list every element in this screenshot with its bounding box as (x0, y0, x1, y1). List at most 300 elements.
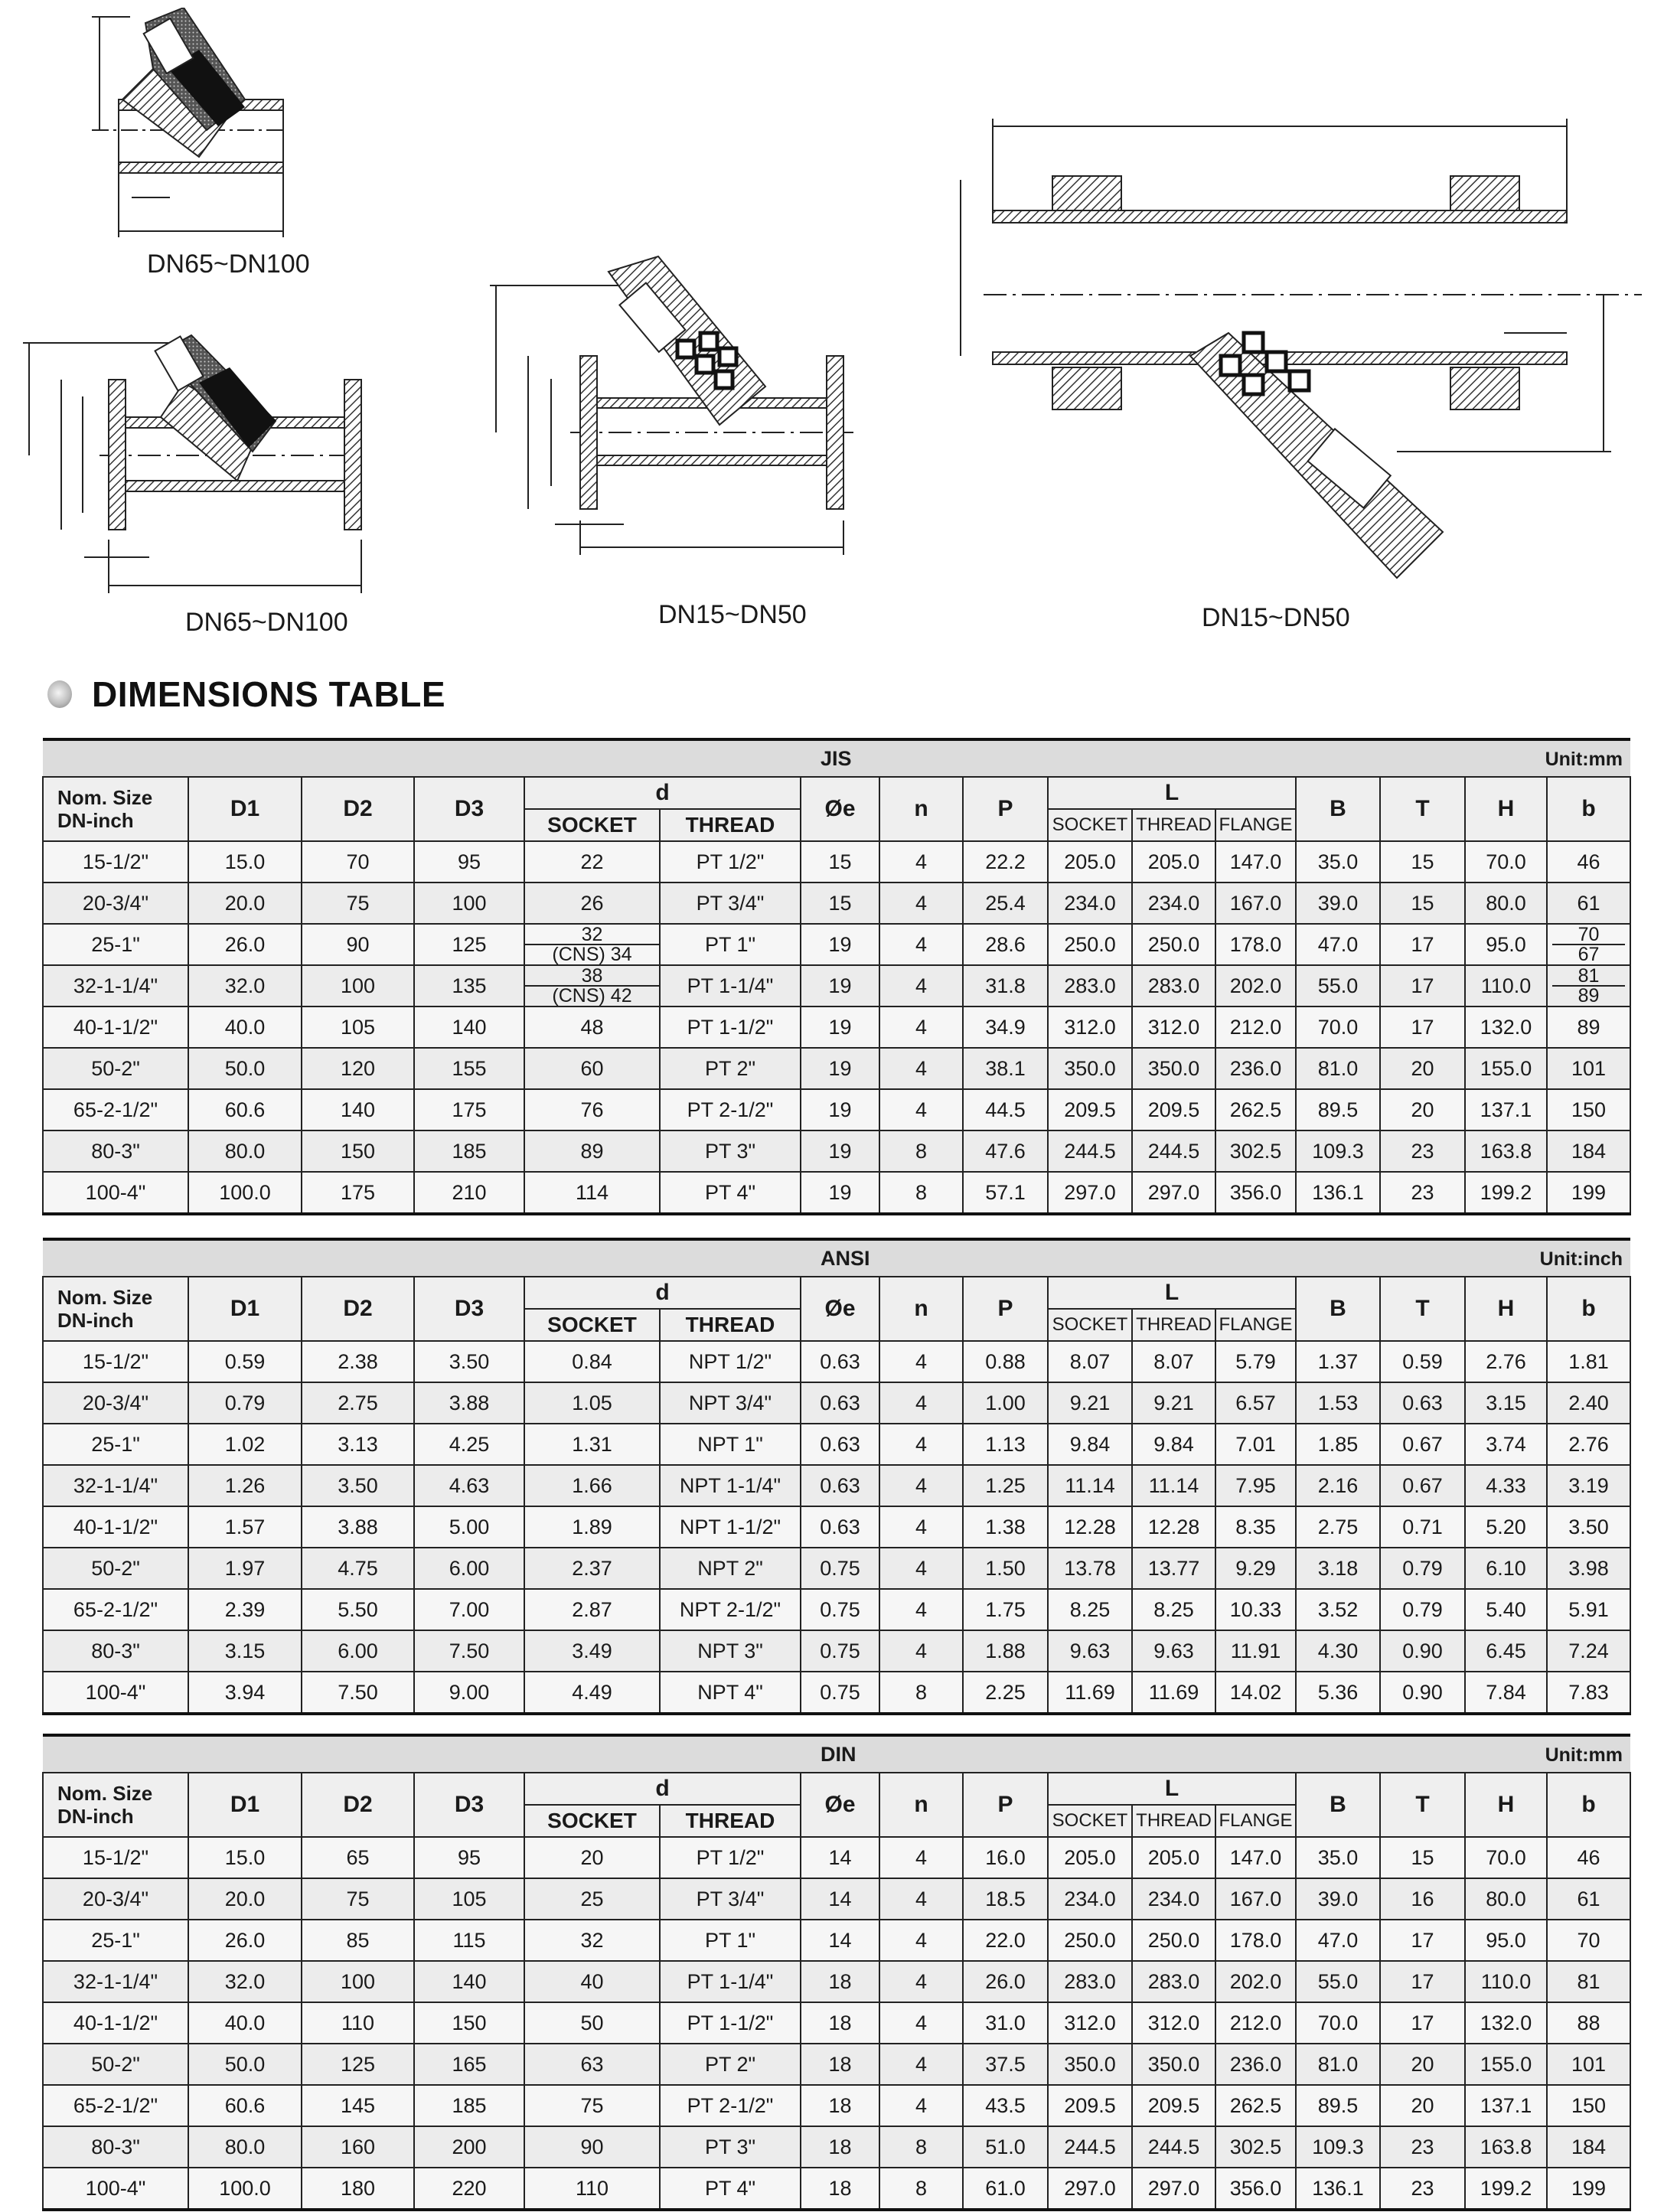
table-row (43, 1920, 1630, 1961)
cell-d-socket: 76 (524, 1089, 660, 1130)
cell-d-thread: NPT 4" (660, 1672, 801, 1714)
cell-d-thread: NPT 1" (660, 1424, 801, 1465)
cell-D2: 90 (302, 924, 414, 965)
cell-value: 38 (525, 967, 659, 987)
cell-oe: 14 (801, 1837, 879, 1878)
cell-H: 95.0 (1465, 1920, 1547, 1961)
cell-L-thread: 234.0 (1132, 883, 1215, 924)
cell-nom: 80-3" (43, 2126, 188, 2168)
header-d2: D2 (302, 777, 414, 841)
header-d-thread: THREAD (660, 809, 801, 841)
cell-P: 57.1 (963, 1172, 1048, 1214)
cell-D1: 26.0 (188, 924, 302, 965)
header-d-thread: THREAD (660, 1309, 801, 1341)
header-n: n (879, 1277, 963, 1341)
cell-D3: 95 (414, 841, 524, 883)
cell-n: 4 (879, 1589, 963, 1630)
cell-oe: 0.63 (801, 1506, 879, 1548)
cell-n: 4 (879, 2085, 963, 2126)
cell-b: 81 (1547, 1961, 1630, 2002)
cell-D3: 220 (414, 2168, 524, 2210)
cell-L-flange: 356.0 (1215, 1172, 1296, 1214)
cell-D1: 40.0 (188, 1006, 302, 1048)
cell-P: 31.8 (963, 965, 1048, 1006)
cell-T: 23 (1380, 2168, 1465, 2210)
cell-P: 1.25 (963, 1465, 1048, 1506)
cell-oe: 0.75 (801, 1548, 879, 1589)
header-d2: D2 (302, 1773, 414, 1837)
cell-L-thread: 234.0 (1132, 1878, 1215, 1920)
cell-d-thread: PT 1/2" (660, 1837, 801, 1878)
cell-D3: 175 (414, 1089, 524, 1130)
cell-nom: 100-4" (43, 2168, 188, 2210)
cell-L-flange: 212.0 (1215, 2002, 1296, 2044)
header-h: H (1465, 1277, 1547, 1341)
cell-B: 55.0 (1296, 1961, 1380, 2002)
cell-nom: 15-1/2" (43, 1341, 188, 1382)
cell-H: 3.74 (1465, 1424, 1547, 1465)
cell-D2: 145 (302, 2085, 414, 2126)
cell-T: 17 (1380, 1006, 1465, 1048)
cell-D2: 175 (302, 1172, 414, 1214)
cell-L-flange: 6.57 (1215, 1382, 1296, 1424)
cell-D3: 115 (414, 1920, 524, 1961)
cell-b (1547, 924, 1630, 965)
table-row (43, 1341, 1630, 1382)
cell-T: 0.59 (1380, 1341, 1465, 1382)
cell-n: 4 (879, 1920, 963, 1961)
header-nom-size (43, 1277, 188, 1341)
cell-d-socket: 1.05 (524, 1382, 660, 1424)
dimensions-table-jis (42, 738, 1631, 1215)
cell-B: 55.0 (1296, 965, 1380, 1006)
cell-T: 15 (1380, 883, 1465, 924)
table-row (43, 1961, 1630, 2002)
cell-nom: 40-1-1/2" (43, 1006, 188, 1048)
cell-d-socket: 110 (524, 2168, 660, 2210)
cell-L-socket: 234.0 (1048, 883, 1132, 924)
cell-nom: 20-3/4" (43, 1878, 188, 1920)
cell-D3: 3.88 (414, 1382, 524, 1424)
cell-n: 4 (879, 1382, 963, 1424)
cell-D2: 180 (302, 2168, 414, 2210)
cell-T: 20 (1380, 2044, 1465, 2085)
header-d2: D2 (302, 1277, 414, 1341)
cell-D3: 100 (414, 883, 524, 924)
section-title (47, 674, 445, 715)
cell-D2: 75 (302, 883, 414, 924)
header-d-thread: THREAD (660, 1805, 801, 1837)
cell-D2: 150 (302, 1130, 414, 1172)
cell-d-thread: NPT 1/2" (660, 1341, 801, 1382)
cell-d-thread: NPT 3" (660, 1630, 801, 1672)
cell-B: 1.85 (1296, 1424, 1380, 1465)
header-row (43, 1773, 1630, 1805)
cell-D1: 3.94 (188, 1672, 302, 1714)
cell-L-thread: 350.0 (1132, 2044, 1215, 2085)
cell-L-thread: 244.5 (1132, 1130, 1215, 1172)
cell-T: 16 (1380, 1878, 1465, 1920)
cell-H: 2.76 (1465, 1341, 1547, 1382)
cell-L-thread: 11.69 (1132, 1672, 1215, 1714)
cell-P: 2.25 (963, 1672, 1048, 1714)
cell-b: 7.24 (1547, 1630, 1630, 1672)
cell-D3: 4.63 (414, 1465, 524, 1506)
header-d-socket: SOCKET (524, 1805, 660, 1837)
cell-D1: 60.6 (188, 2085, 302, 2126)
cell-B: 81.0 (1296, 1048, 1380, 1089)
cell-n: 4 (879, 883, 963, 924)
cell-L-thread: 312.0 (1132, 2002, 1215, 2044)
cell-b: 199 (1547, 2168, 1630, 2210)
cell-n: 8 (879, 1672, 963, 1714)
cell-L-socket: 11.69 (1048, 1672, 1132, 1714)
cell-L-thread: 250.0 (1132, 1920, 1215, 1961)
cell-D1: 1.57 (188, 1506, 302, 1548)
cell-L-flange: 167.0 (1215, 1878, 1296, 1920)
drawing-dn15-dn50-flanged (471, 226, 899, 586)
cell-nom: 50-2" (43, 2044, 188, 2085)
cell-nom: 65-2-1/2" (43, 1089, 188, 1130)
cell-n: 4 (879, 841, 963, 883)
cell-L-thread: 283.0 (1132, 965, 1215, 1006)
cell-d-thread: PT 1" (660, 1920, 801, 1961)
cell-P: 43.5 (963, 2085, 1048, 2126)
table-band (43, 1735, 1630, 1773)
cell-b: 89 (1547, 1006, 1630, 1048)
unit-label: Unit:mm (1545, 1744, 1623, 1766)
cell-T: 17 (1380, 924, 1465, 965)
cell-L-socket: 234.0 (1048, 1878, 1132, 1920)
cell-d-socket: 1.89 (524, 1506, 660, 1548)
cell-nom: 15-1/2" (43, 841, 188, 883)
cell-D2: 125 (302, 2044, 414, 2085)
cell-T: 0.67 (1380, 1424, 1465, 1465)
cell-D3: 3.50 (414, 1341, 524, 1382)
cell-D2: 85 (302, 1920, 414, 1961)
cell-d-socket (524, 965, 660, 1006)
cell-oe: 18 (801, 2044, 879, 2085)
cell-H: 6.10 (1465, 1548, 1547, 1589)
cell-D2: 3.13 (302, 1424, 414, 1465)
header-b-upper: B (1296, 1277, 1380, 1341)
cell-n: 4 (879, 1006, 963, 1048)
header-t: T (1380, 1277, 1465, 1341)
header-b-lower: b (1547, 777, 1630, 841)
cell-n: 4 (879, 2002, 963, 2044)
dimensions-table-din (42, 1734, 1631, 2211)
table-bottom-rule (43, 2210, 1630, 2211)
cell-D3: 200 (414, 2126, 524, 2168)
cell-D1: 100.0 (188, 2168, 302, 2210)
cell-D1: 1.02 (188, 1424, 302, 1465)
cell-oe: 0.75 (801, 1672, 879, 1714)
cell-B: 3.52 (1296, 1589, 1380, 1630)
cell-L-flange: 14.02 (1215, 1672, 1296, 1714)
cell-b: 5.91 (1547, 1589, 1630, 1630)
cell-value: 81 (1552, 967, 1625, 987)
header-d3: D3 (414, 777, 524, 841)
cell-H: 95.0 (1465, 924, 1547, 965)
cell-D3: 105 (414, 1878, 524, 1920)
header-nom-line1: Nom. Size (57, 1782, 153, 1805)
cell-T: 0.67 (1380, 1465, 1465, 1506)
cell-oe: 15 (801, 841, 879, 883)
cell-L-thread: 11.14 (1132, 1465, 1215, 1506)
cell-H: 5.40 (1465, 1589, 1547, 1630)
cell-H: 163.8 (1465, 2126, 1547, 2168)
cell-L-thread: 209.5 (1132, 1089, 1215, 1130)
cell-oe: 18 (801, 2126, 879, 2168)
header-h: H (1465, 1773, 1547, 1837)
cell-B: 81.0 (1296, 2044, 1380, 2085)
cell-oe: 18 (801, 2085, 879, 2126)
cell-L-flange: 147.0 (1215, 1837, 1296, 1878)
cell-d-thread: NPT 2" (660, 1548, 801, 1589)
cell-oe: 14 (801, 1920, 879, 1961)
cell-P: 61.0 (963, 2168, 1048, 2210)
cell-d-thread: NPT 1-1/2" (660, 1506, 801, 1548)
cell-B: 39.0 (1296, 883, 1380, 924)
cell-P: 26.0 (963, 1961, 1048, 2002)
table-row (43, 1424, 1630, 1465)
cell-T: 0.63 (1380, 1382, 1465, 1424)
cell-L-thread: 205.0 (1132, 1837, 1215, 1878)
cell-value: 32 (525, 925, 659, 945)
cell-P: 38.1 (963, 1048, 1048, 1089)
cell-D2: 105 (302, 1006, 414, 1048)
header-l-flange: FLANGE (1215, 809, 1296, 841)
cell-b (1547, 965, 1630, 1006)
drawing-caption: DN15~DN50 (658, 600, 807, 629)
header-d-socket: SOCKET (524, 1309, 660, 1341)
cell-H: 132.0 (1465, 1006, 1547, 1048)
header-p: P (963, 777, 1048, 841)
cell-L-flange: 262.5 (1215, 2085, 1296, 2126)
cell-H: 155.0 (1465, 1048, 1547, 1089)
cell-oe: 19 (801, 1130, 879, 1172)
drawing-dn65-dn100-socket (77, 8, 352, 237)
cell-value-alt: (CNS) 34 (552, 944, 632, 965)
header-h: H (1465, 777, 1547, 841)
cell-L-flange: 262.5 (1215, 1089, 1296, 1130)
cell-D3: 5.00 (414, 1506, 524, 1548)
table-row (43, 924, 1630, 965)
header-l-group: L (1048, 1277, 1296, 1309)
cell-L-flange: 302.5 (1215, 2126, 1296, 2168)
header-l-socket: SOCKET (1048, 809, 1132, 841)
cell-b: 7.83 (1547, 1672, 1630, 1714)
header-l-thread: THREAD (1132, 1309, 1215, 1341)
cell-d-socket: 48 (524, 1006, 660, 1048)
cell-n: 4 (879, 1961, 963, 2002)
cell-L-flange: 167.0 (1215, 883, 1296, 924)
cell-b: 46 (1547, 1837, 1630, 1878)
cell-d-socket: 90 (524, 2126, 660, 2168)
cell-H: 155.0 (1465, 2044, 1547, 2085)
cell-L-socket: 244.5 (1048, 1130, 1132, 1172)
cell-H: 163.8 (1465, 1130, 1547, 1172)
y-strainer-section-diagram (77, 8, 352, 237)
cell-D3: 7.00 (414, 1589, 524, 1630)
cell-oe: 15 (801, 883, 879, 924)
cell-d-thread: PT 2-1/2" (660, 2085, 801, 2126)
table-row (43, 1506, 1630, 1548)
cell-d-thread: NPT 2-1/2" (660, 1589, 801, 1630)
cell-D1: 1.97 (188, 1548, 302, 1589)
cell-b: 184 (1547, 1130, 1630, 1172)
cell-d-thread: PT 1-1/2" (660, 2002, 801, 2044)
cell-L-flange: 302.5 (1215, 1130, 1296, 1172)
cell-nom: 100-4" (43, 1672, 188, 1714)
bullet-icon (47, 680, 72, 708)
cell-d-socket: 26 (524, 883, 660, 924)
cell-d-socket: 22 (524, 841, 660, 883)
cell-L-flange: 178.0 (1215, 1920, 1296, 1961)
cell-L-socket: 8.25 (1048, 1589, 1132, 1630)
header-p: P (963, 1773, 1048, 1837)
cell-B: 70.0 (1296, 2002, 1380, 2044)
table-band (43, 1239, 1630, 1277)
cell-D1: 80.0 (188, 1130, 302, 1172)
drawing-dn15-dn50-union (938, 103, 1642, 593)
cell-B: 5.36 (1296, 1672, 1380, 1714)
cell-P: 28.6 (963, 924, 1048, 965)
cell-nom: 40-1-1/2" (43, 1506, 188, 1548)
cell-P: 25.4 (963, 883, 1048, 924)
header-b-upper: B (1296, 1773, 1380, 1837)
cell-H: 70.0 (1465, 1837, 1547, 1878)
header-row (43, 1277, 1630, 1309)
cell-d-thread: PT 4" (660, 1172, 801, 1214)
table-row (43, 841, 1630, 883)
cell-D1: 32.0 (188, 965, 302, 1006)
cell-b: 46 (1547, 841, 1630, 883)
cell-d-thread: PT 1/2" (660, 841, 801, 883)
cell-T: 0.79 (1380, 1589, 1465, 1630)
cell-B: 109.3 (1296, 1130, 1380, 1172)
cell-P: 18.5 (963, 1878, 1048, 1920)
cell-d-socket: 63 (524, 2044, 660, 2085)
cell-D1: 3.15 (188, 1630, 302, 1672)
cell-L-flange: 7.95 (1215, 1465, 1296, 1506)
y-strainer-flanged-small-diagram (471, 226, 899, 586)
cell-P: 37.5 (963, 2044, 1048, 2085)
cell-D1: 40.0 (188, 2002, 302, 2044)
cell-H: 137.1 (1465, 1089, 1547, 1130)
cell-L-socket: 297.0 (1048, 2168, 1132, 2210)
cell-d-thread: PT 1-1/2" (660, 1006, 801, 1048)
cell-B: 35.0 (1296, 841, 1380, 883)
cell-D3: 140 (414, 1961, 524, 2002)
cell-L-socket: 9.63 (1048, 1630, 1132, 1672)
cell-P: 1.00 (963, 1382, 1048, 1424)
dimensions-table-ansi (42, 1238, 1631, 1715)
table-row (43, 1548, 1630, 1589)
cell-D1: 32.0 (188, 1961, 302, 2002)
table-row (43, 1172, 1630, 1214)
cell-D2: 4.75 (302, 1548, 414, 1589)
cell-D2: 3.88 (302, 1506, 414, 1548)
header-d1: D1 (188, 1277, 302, 1341)
header-n: n (879, 777, 963, 841)
cell-P: 31.0 (963, 2002, 1048, 2044)
cell-oe: 0.75 (801, 1630, 879, 1672)
cell-L-socket: 350.0 (1048, 1048, 1132, 1089)
cell-T: 20 (1380, 2085, 1465, 2126)
cell-n: 4 (879, 1341, 963, 1382)
table-row (43, 1878, 1630, 1920)
cell-nom: 40-1-1/2" (43, 2002, 188, 2044)
cell-b: 70 (1547, 1920, 1630, 1961)
cell-T: 17 (1380, 965, 1465, 1006)
cell-B: 136.1 (1296, 2168, 1380, 2210)
cell-L-socket: 312.0 (1048, 1006, 1132, 1048)
cell-d-socket: 1.66 (524, 1465, 660, 1506)
unit-label: Unit:mm (1545, 749, 1623, 770)
cell-oe: 0.63 (801, 1341, 879, 1382)
cell-D2: 110 (302, 2002, 414, 2044)
cell-oe: 14 (801, 1878, 879, 1920)
cell-D1: 60.6 (188, 1089, 302, 1130)
header-nom-line1: Nom. Size (57, 786, 153, 809)
cell-B: 47.0 (1296, 1920, 1380, 1961)
cell-D2: 160 (302, 2126, 414, 2168)
table-band (43, 739, 1630, 777)
header-l-thread: THREAD (1132, 1805, 1215, 1837)
table-row (43, 2002, 1630, 2044)
cell-D2: 70 (302, 841, 414, 883)
cell-n: 4 (879, 1506, 963, 1548)
cell-L-flange: 236.0 (1215, 2044, 1296, 2085)
cell-D2: 2.75 (302, 1382, 414, 1424)
cell-L-thread: 312.0 (1132, 1006, 1215, 1048)
cell-P: 1.50 (963, 1548, 1048, 1589)
cell-b: 1.81 (1547, 1341, 1630, 1382)
cell-b: 199 (1547, 1172, 1630, 1214)
cell-D1: 100.0 (188, 1172, 302, 1214)
cell-B: 4.30 (1296, 1630, 1380, 1672)
cell-b: 150 (1547, 2085, 1630, 2126)
cell-D3: 135 (414, 965, 524, 1006)
cell-T: 20 (1380, 1048, 1465, 1089)
cell-nom: 80-3" (43, 1630, 188, 1672)
cell-b: 3.98 (1547, 1548, 1630, 1589)
cell-B: 1.37 (1296, 1341, 1380, 1382)
cell-H: 110.0 (1465, 1961, 1547, 2002)
cell-nom: 15-1/2" (43, 1837, 188, 1878)
header-p: P (963, 1277, 1048, 1341)
table-row (43, 1589, 1630, 1630)
cell-oe: 18 (801, 2002, 879, 2044)
cell-L-socket: 350.0 (1048, 2044, 1132, 2085)
cell-d-socket: 2.37 (524, 1548, 660, 1589)
cell-oe: 18 (801, 2168, 879, 2210)
header-l-thread: THREAD (1132, 809, 1215, 841)
cell-L-flange: 202.0 (1215, 965, 1296, 1006)
standard-label: DIN (821, 1743, 856, 1766)
cell-n: 8 (879, 2168, 963, 2210)
cell-d-thread: NPT 1-1/4" (660, 1465, 801, 1506)
cell-L-flange: 212.0 (1215, 1006, 1296, 1048)
cell-H: 110.0 (1465, 965, 1547, 1006)
cell-oe: 19 (801, 1172, 879, 1214)
cell-L-socket: 11.14 (1048, 1465, 1132, 1506)
cell-T: 20 (1380, 1089, 1465, 1130)
cell-oe: 0.63 (801, 1424, 879, 1465)
cell-B: 39.0 (1296, 1878, 1380, 1920)
table-row (43, 1465, 1630, 1506)
